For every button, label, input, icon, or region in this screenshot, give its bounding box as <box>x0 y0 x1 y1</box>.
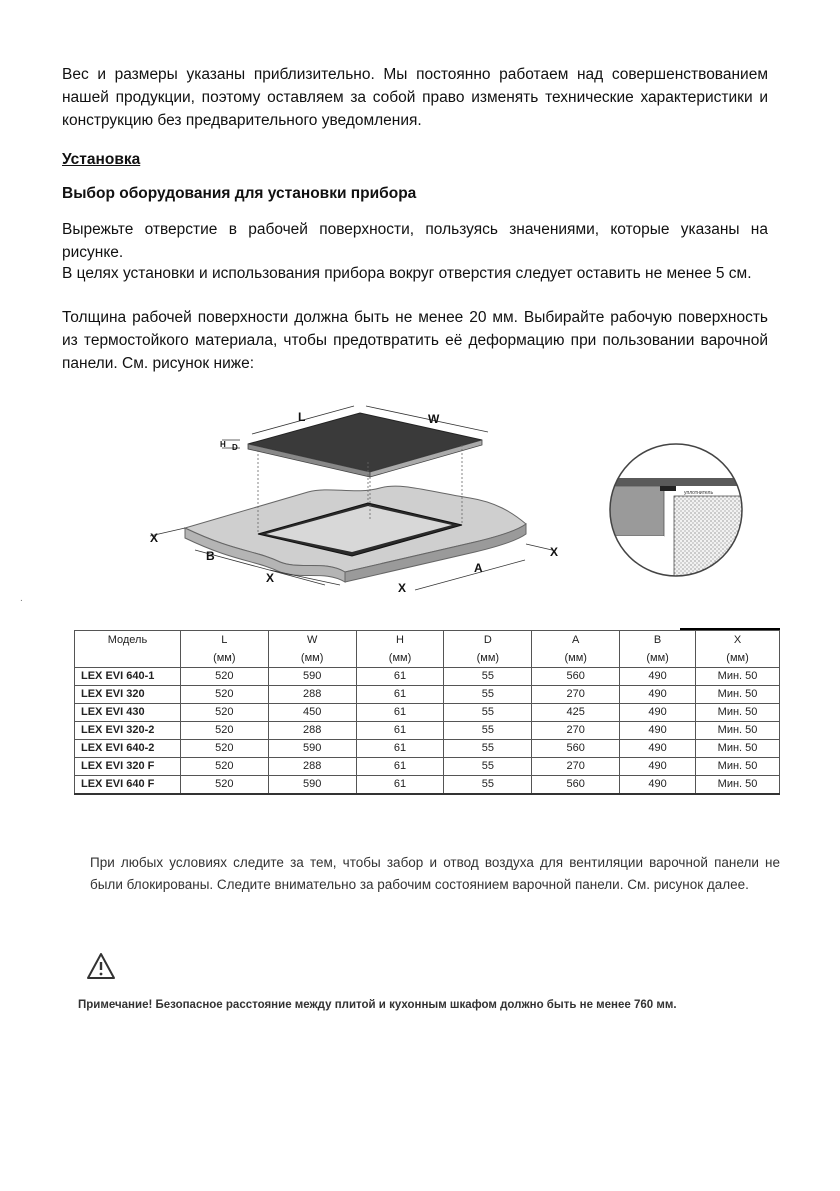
value-cell: 61 <box>356 722 444 740</box>
value-cell: 490 <box>620 722 696 740</box>
value-cell: 61 <box>356 686 444 704</box>
col-header-model: Модель <box>75 631 181 651</box>
label-X-bottom: X <box>266 571 275 585</box>
table-row <box>75 776 780 795</box>
value-cell: 55 <box>444 722 532 740</box>
clearance-paragraph: В целях установки и использования прибора вокруг отверстия следует оставить не менее 5 см. <box>62 265 752 282</box>
value-cell: 270 <box>532 758 620 776</box>
value-cell: 520 <box>180 668 268 686</box>
col-header-A: A <box>532 631 620 651</box>
label-X-right: X <box>550 545 559 559</box>
table-header-row <box>75 631 780 651</box>
col-header-B: B <box>620 631 696 651</box>
value-cell: 270 <box>532 686 620 704</box>
value-cell: Мин. 50 <box>696 668 780 686</box>
col-unit-X: (мм) <box>696 650 780 668</box>
value-cell: 560 <box>532 740 620 758</box>
col-header-W: W <box>268 631 356 651</box>
value-cell: 61 <box>356 704 444 722</box>
value-cell: 490 <box>620 686 696 704</box>
safety-note: Примечание! Безопасное расстояние между плитой и кухонным шкафом должно быть не менее 760 мм. <box>78 999 677 1011</box>
col-unit-B: (мм) <box>620 650 696 668</box>
value-cell: 61 <box>356 668 444 686</box>
table-row <box>75 686 780 704</box>
value-cell: Мин. 50 <box>696 758 780 776</box>
value-cell: Мин. 50 <box>696 740 780 758</box>
table-row <box>75 740 780 758</box>
value-cell: 590 <box>268 668 356 686</box>
value-cell: 61 <box>356 758 444 776</box>
col-unit-W: (мм) <box>268 650 356 668</box>
label-A: A <box>474 561 483 575</box>
col-header-D: D <box>444 631 532 651</box>
value-cell: Мин. 50 <box>696 776 780 795</box>
specifications-table <box>74 630 780 795</box>
value-cell: 490 <box>620 776 696 795</box>
value-cell: 288 <box>268 758 356 776</box>
model-cell: LEX EVI 320 F <box>75 758 181 776</box>
intro-paragraph: Вес и размеры указаны приблизительно. Мы постоянно работаем над совершенствованием нашей продукции, поэтому оставляем за собой право изменять технические характеристики и конструкцию без предварительного уведомления. <box>62 66 768 129</box>
hob-top <box>248 413 482 472</box>
value-cell: 288 <box>268 686 356 704</box>
value-cell: 560 <box>532 776 620 795</box>
table-row <box>75 668 780 686</box>
model-cell: LEX EVI 640-2 <box>75 740 181 758</box>
value-cell: 425 <box>532 704 620 722</box>
label-B: B <box>206 549 215 563</box>
value-cell: 520 <box>180 722 268 740</box>
value-cell: 520 <box>180 686 268 704</box>
value-cell: 520 <box>180 704 268 722</box>
label-L: L <box>298 410 306 424</box>
value-cell: 55 <box>444 758 532 776</box>
cut-hole-paragraph: Вырежьте отверстие в рабочей поверхности, пользуясь значениями, которые указаны на рисунке. <box>62 221 768 261</box>
value-cell: Мин. 50 <box>696 704 780 722</box>
label-X-left: X <box>150 531 159 545</box>
warning-icon <box>86 952 116 980</box>
value-cell: Мин. 50 <box>696 722 780 740</box>
table-row <box>75 758 780 776</box>
table-unit-row <box>75 650 780 668</box>
value-cell: 61 <box>356 776 444 795</box>
value-cell: 520 <box>180 758 268 776</box>
value-cell: 55 <box>444 704 532 722</box>
value-cell: 490 <box>620 758 696 776</box>
value-cell: 55 <box>444 740 532 758</box>
col-header-L: L <box>180 631 268 651</box>
thickness-paragraph: Толщина рабочей поверхности должна быть не менее 20 мм. Выбирайте рабочую поверхность из термостойкого материала, чтобы предотвратить её деформацию при пользовании варочной панели. См. рисунок ниже: <box>62 309 768 372</box>
subsection-title: Выбор оборудования для установки прибора <box>62 185 417 202</box>
col-unit-model <box>75 650 181 668</box>
value-cell: 490 <box>620 668 696 686</box>
model-cell: LEX EVI 430 <box>75 704 181 722</box>
value-cell: 61 <box>356 740 444 758</box>
value-cell: 55 <box>444 668 532 686</box>
table-row <box>75 722 780 740</box>
seal-detail-diagram <box>606 440 746 580</box>
label-W: W <box>428 412 440 426</box>
section-title: Установка <box>62 151 141 168</box>
installation-diagram <box>140 400 580 600</box>
value-cell: 590 <box>268 740 356 758</box>
label-D: D <box>232 443 238 452</box>
col-header-H: H <box>356 631 444 651</box>
label-X-front: X <box>398 581 407 595</box>
value-cell: 55 <box>444 686 532 704</box>
model-cell: LEX EVI 640-1 <box>75 668 181 686</box>
value-cell: 450 <box>268 704 356 722</box>
label-H: H <box>220 440 226 449</box>
value-cell: 490 <box>620 704 696 722</box>
table-body <box>75 668 780 795</box>
value-cell: 560 <box>532 668 620 686</box>
model-cell: LEX EVI 320-2 <box>75 722 181 740</box>
value-cell: 490 <box>620 740 696 758</box>
col-unit-H: (мм) <box>356 650 444 668</box>
value-cell: 590 <box>268 776 356 795</box>
value-cell: 55 <box>444 776 532 795</box>
col-unit-L: (мм) <box>180 650 268 668</box>
model-cell: LEX EVI 320 <box>75 686 181 704</box>
ventilation-paragraph: При любых условиях следите за тем, чтобы забор и отвод воздуха для вентиляции варочной панели не были блокированы. Следите внимательно за рабочим состоянием варочной панели. См. рисунок далее. <box>90 855 780 892</box>
seal-label: уплотнитель <box>684 490 714 496</box>
col-unit-D: (мм) <box>444 650 532 668</box>
col-header-X: X <box>696 631 780 651</box>
model-cell: LEX EVI 640 F <box>75 776 181 795</box>
col-unit-A: (мм) <box>532 650 620 668</box>
value-cell: Мин. 50 <box>696 686 780 704</box>
table-row <box>75 704 780 722</box>
stray-mark: . <box>20 593 23 604</box>
value-cell: 520 <box>180 740 268 758</box>
value-cell: 270 <box>532 722 620 740</box>
value-cell: 288 <box>268 722 356 740</box>
value-cell: 520 <box>180 776 268 795</box>
